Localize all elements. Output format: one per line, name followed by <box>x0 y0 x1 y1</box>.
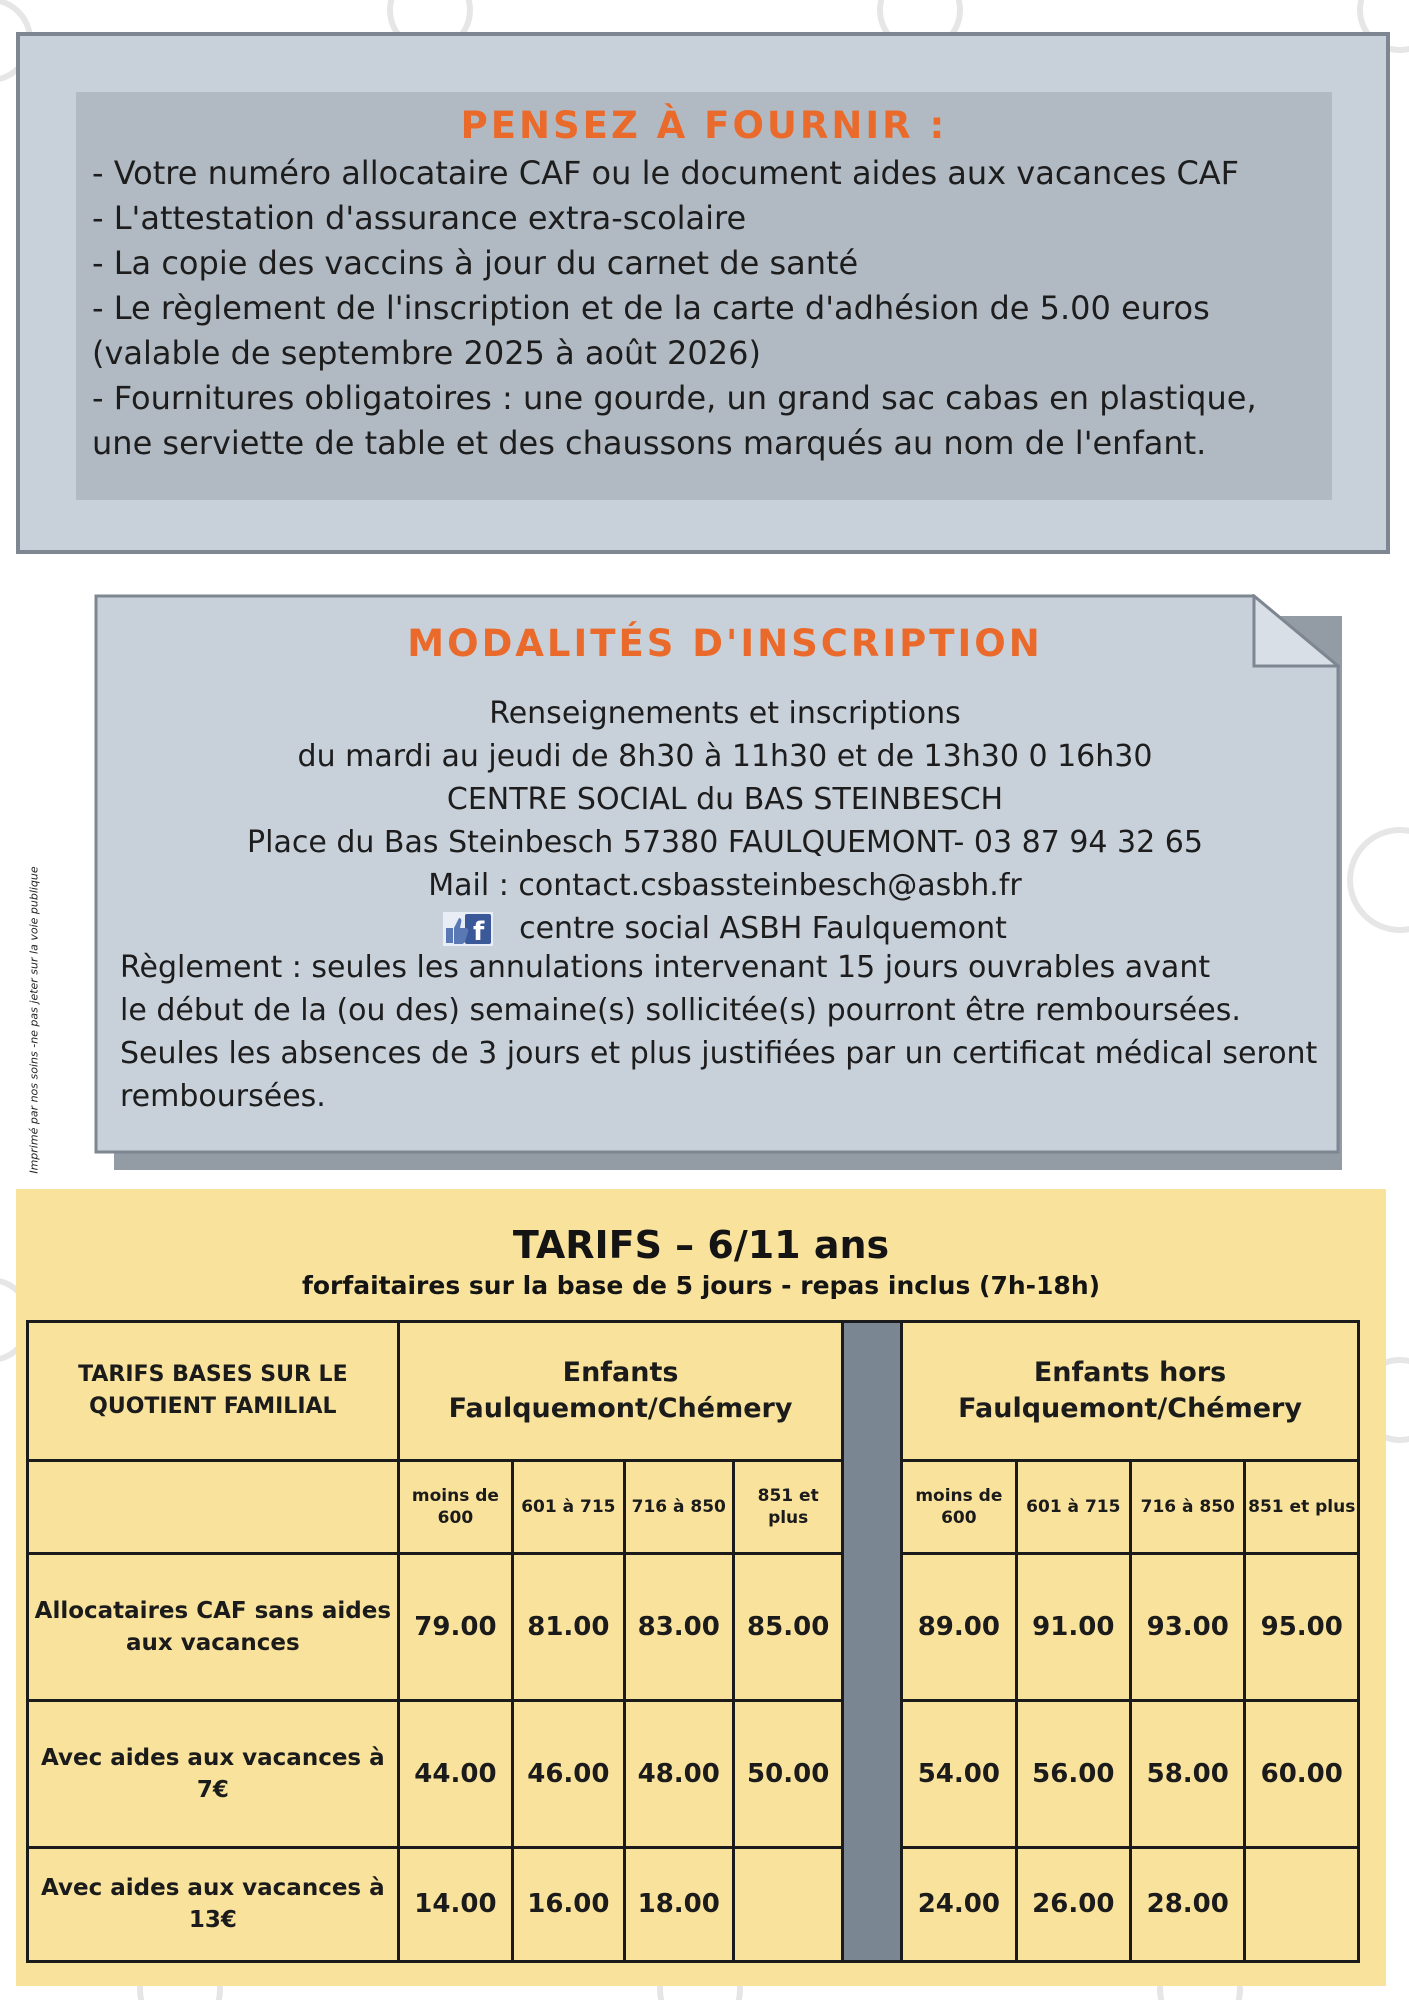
price-cell: 24.00 <box>902 1847 1016 1961</box>
price-cell: 89.00 <box>902 1553 1016 1700</box>
price-cell: 58.00 <box>1131 1700 1245 1847</box>
info-line: Renseignements et inscriptions <box>489 696 961 731</box>
reglement-line: Règlement : seules les annulations intervenant 15 jours ouvrables avant <box>120 950 1211 985</box>
price-cell: 83.00 <box>624 1553 733 1700</box>
tarifs-title: TARIFS – 6/11 ans <box>512 1223 890 1267</box>
print-notice: Imprimé par nos soins -ne pas jeter sur la voie publique <box>27 866 41 1174</box>
price-cell <box>1245 1847 1359 1961</box>
price-cell: 91.00 <box>1016 1553 1130 1700</box>
bracket-cell: 601 à 715 <box>513 1460 624 1553</box>
price-cell: 46.00 <box>513 1700 624 1847</box>
reglement-line: remboursées. <box>120 1079 326 1114</box>
info-line: CENTRE SOCIAL du BAS STEINBESCH <box>446 782 1004 817</box>
price-cell: 44.00 <box>398 1700 512 1847</box>
inscription-title: MODALITÉS D'INSCRIPTION <box>407 622 1043 665</box>
inscription-info <box>94 692 1356 958</box>
price-cell: 54.00 <box>902 1700 1016 1847</box>
group-hors-header: Enfants hors Faulquemont/Chémery <box>902 1322 1359 1461</box>
fournir-line: - L'attestation d'assurance extra-scolaire <box>92 199 747 237</box>
bracket-cell: moins de 600 <box>902 1460 1016 1553</box>
empty-cell <box>28 1460 399 1553</box>
bracket-cell: moins de 600 <box>398 1460 512 1553</box>
table-row <box>28 1847 1359 1961</box>
tarifs-table <box>26 1320 1360 1963</box>
fournir-line: - Le règlement de l'inscription et de la carte d'adhésion de 5.00 euros <box>92 289 1210 327</box>
price-cell: 95.00 <box>1245 1553 1359 1700</box>
reglement-line: le début de la (ou des) semaine(s) sollicitée(s) pourront être remboursées. <box>120 993 1241 1028</box>
tarifs-panel <box>16 1189 1386 1986</box>
bracket-cell: 716 à 850 <box>624 1460 733 1553</box>
fournir-line: (valable de septembre 2025 à août 2026) <box>92 334 761 372</box>
facebook-like-icon <box>443 912 493 946</box>
price-cell: 16.00 <box>513 1847 624 1961</box>
price-cell: 50.00 <box>733 1700 842 1847</box>
price-cell: 48.00 <box>624 1700 733 1847</box>
fournir-line: - La copie des vaccins à jour du carnet de santé <box>92 244 859 282</box>
tarifs-subtitle: forfaitaires sur la base de 5 jours - repas inclus (7h-18h) <box>301 1271 1101 1300</box>
bracket-row <box>28 1460 1359 1553</box>
facebook-row <box>443 907 1007 950</box>
fournir-line: - Votre numéro allocataire CAF ou le document aides aux vacances CAF <box>92 154 1240 192</box>
price-cell: 28.00 <box>1131 1847 1245 1961</box>
price-cell: 79.00 <box>398 1553 512 1700</box>
row-label: Avec aides aux vacances à 13€ <box>28 1847 399 1961</box>
price-cell: 26.00 <box>1016 1847 1130 1961</box>
price-cell: 60.00 <box>1245 1700 1359 1847</box>
fournir-line: une serviette de table et des chaussons marqués au nom de l'enfant. <box>92 424 1207 462</box>
facebook-page-label: centre social ASBH Faulquemont <box>519 911 1007 946</box>
info-line: Place du Bas Steinbesch 57380 FAULQUEMONT- 03 87 94 32 65 <box>247 825 1203 860</box>
table-header-row <box>28 1322 1359 1461</box>
bracket-cell: 851 et plus <box>1245 1460 1359 1553</box>
info-line: du mardi au jeudi de 8h30 à 11h30 et de 13h30 0 16h30 <box>297 739 1153 774</box>
reglement-text <box>120 946 1320 1118</box>
price-cell: 56.00 <box>1016 1700 1130 1847</box>
table-row <box>28 1553 1359 1700</box>
fournir-panel <box>16 32 1390 554</box>
price-cell: 85.00 <box>733 1553 842 1700</box>
quotient-header: TARIFS BASES SUR LE QUOTIENT FAMILIAL <box>28 1322 399 1461</box>
table-row <box>28 1700 1359 1847</box>
price-cell: 81.00 <box>513 1553 624 1700</box>
fournir-inner-box <box>76 92 1332 500</box>
table-divider <box>843 1322 902 1962</box>
bracket-cell: 851 et plus <box>733 1460 842 1553</box>
fournir-title: PENSEZ À FOURNIR : <box>460 104 948 147</box>
price-cell: 18.00 <box>624 1847 733 1961</box>
email-line: Mail : contact.csbassteinbesch@asbh.fr <box>428 868 1022 903</box>
tarifs-table-wrap <box>26 1320 1360 1963</box>
bracket-cell: 601 à 715 <box>1016 1460 1130 1553</box>
fournir-line: - Fournitures obligatoires : une gourde, un grand sac cabas en plastique, <box>92 379 1257 417</box>
inscription-panel <box>94 594 1326 1154</box>
group-faulquemont-header: Enfants Faulquemont/Chémery <box>398 1322 843 1461</box>
svg-text:f: f <box>473 916 485 946</box>
price-cell: 14.00 <box>398 1847 512 1961</box>
reglement-line: Seules les absences de 3 jours et plus justifiées par un certificat médical seront <box>120 1036 1318 1071</box>
price-cell <box>733 1847 842 1961</box>
price-cell: 93.00 <box>1131 1553 1245 1700</box>
row-label: Allocataires CAF sans aides aux vacances <box>28 1553 399 1700</box>
bracket-cell: 716 à 850 <box>1131 1460 1245 1553</box>
row-label: Avec aides aux vacances à 7€ <box>28 1700 399 1847</box>
